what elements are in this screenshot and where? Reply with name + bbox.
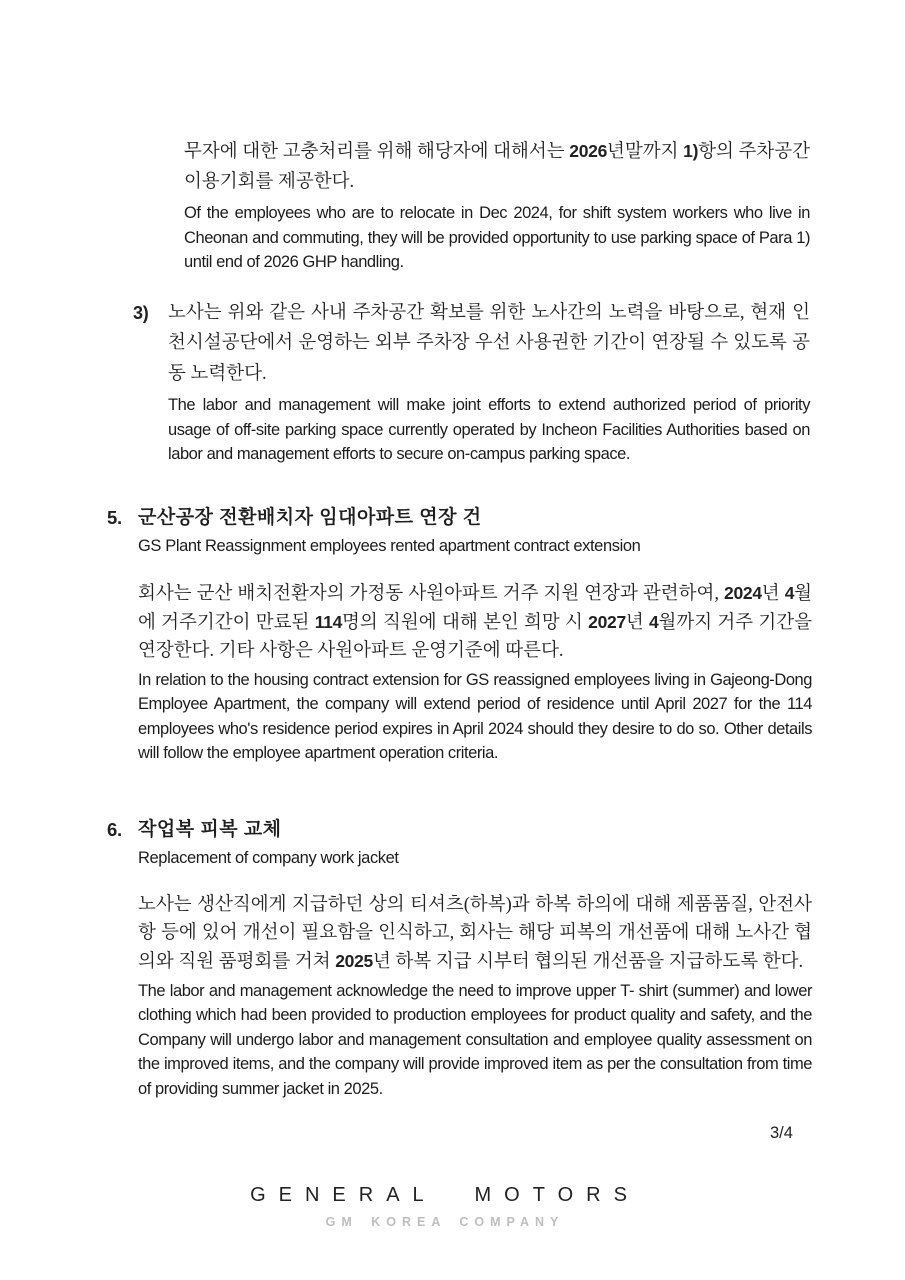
gm-logo (0, 1184, 890, 1229)
section-6-title-korean: 작업복 피복 교체 (138, 818, 282, 840)
item-3 (133, 298, 810, 467)
section-5-title-english: GS Plant Reassignment employees rented apartment contract extension (138, 536, 641, 555)
continuation-english-text: Of the employees who are to relocate in Dec 2024, for shift system workers who live in Cheonan and commuting, they will be provided opportunity to use parking space of Para 1) until end of 2026 GHP handling. (184, 204, 810, 271)
item-3-korean-text: 노사는 위와 같은 사내 주차공간 확보를 위한 노사간의 노력을 바탕으로, 현재 인천시설공단에서 운영하는 외부 주차장 우선 사용권한 기간이 연장될 수 있도록 공동 노력한다. (168, 302, 810, 384)
section-5-content (138, 504, 812, 766)
document-body (0, 136, 905, 1101)
item-3-number: 3) (133, 302, 149, 323)
section-5-title-korean: 군산공장 전환배치자 임대아파트 연장 건 (138, 506, 482, 528)
section-6-body-korean: 노사는 생산직에게 지급하던 상의 티셔츠(하복)과 하복 하의에 대해 제품품질, 안전사항 등에 있어 개선이 필요함을 인식하고, 회사는 해당 피복의 개선품에 대해 노사간 협의와 직원 품평회를 거쳐 2025년 하복 지급 시부터 협의된 개선품을 지급하도록 한다. (138, 894, 812, 972)
continuation-korean-text: 무자에 대한 고충처리를 위해 해당자에 대해서는 2026년말까지 1)항의 주차공간 이용기회를 제공한다. (184, 141, 811, 192)
logo-gm-korea-company-text: GM KOREA COMPANY (325, 1215, 565, 1229)
section-5 (107, 504, 812, 766)
item-3-english-text: The labor and management will make joint efforts to extend authorized period of priority usage of off-site parking space currently operated by Incheon Facilities Authorities based on labor and management efforts to secure on-campus parking space. (168, 396, 810, 463)
section-6 (107, 816, 812, 1102)
section-5-body-english: In relation to the housing contract extension for GS reassigned employees living in Gajeong-Dong Employee Apartment, the company will extend period of residence until April 2027 for the 114 employees who's residence period expires in April 2024 should they desire to do so. Other details will follow the employee apartment operation criteria. (138, 670, 812, 762)
section-6-body-english: The labor and management acknowledge the need to improve upper T- shirt (summer) and lower clothing which had been provided to production employees for product quality and safety, and the Company will undergo labor and management consultation and employee quality assessment on the improved items, and the company will provide improved item as per the consultation from time of providing summer jacket in 2025. (138, 981, 812, 1098)
section-6-content (138, 816, 812, 1102)
section-5-number: 5. (107, 506, 122, 528)
item-3-body (168, 298, 810, 467)
page-number: 3/4 (770, 1124, 793, 1142)
section-6-title-english: Replacement of company work jacket (138, 848, 399, 867)
logo-general-motors-text: GENERAL MOTORS (250, 1184, 640, 1206)
section-6-number: 6. (107, 818, 122, 840)
para-2-continuation (184, 136, 810, 275)
section-5-body-korean: 회사는 군산 배치전환자의 가정동 사원아파트 거주 지원 연장과 관련하여, 2024년 4월에 거주기간이 만료된 114명의 직원에 대해 본인 희망 시 2027년 4월까지 거주 기간을 연장한다. 기타 사항은 사원아파트 운영기준에 따른다. (138, 582, 813, 661)
